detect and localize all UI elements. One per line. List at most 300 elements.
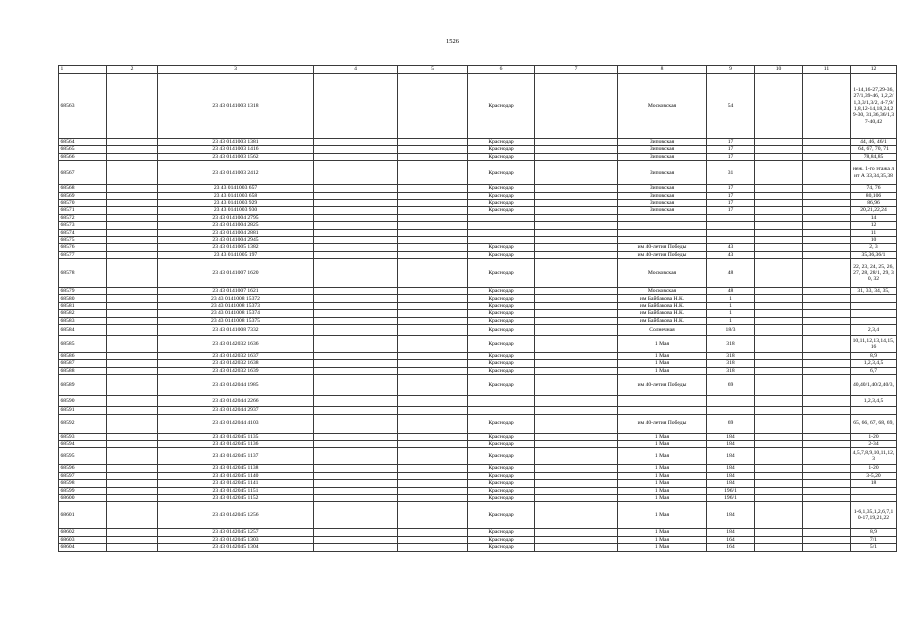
row-number: 68569: [59, 192, 107, 199]
street-cell: им 40-летия Победы: [618, 244, 707, 251]
cadastral-number: 23 43 0142044 2937: [158, 407, 314, 414]
street-cell: 1 Мая: [618, 487, 707, 494]
empty-cell: [755, 375, 803, 396]
empty-cell: [535, 139, 618, 146]
empty-cell: [803, 259, 851, 288]
empty-cell: [314, 302, 398, 309]
empty-cell: [535, 185, 618, 192]
empty-cell: [535, 302, 618, 309]
column-header: 4: [314, 66, 398, 74]
registry-table: [58, 65, 897, 552]
empty-cell: [398, 222, 468, 229]
empty-cell: [314, 229, 398, 236]
cadastral-number: 23 43 0142032 1639: [158, 367, 314, 374]
city-cell: Краснодар: [468, 529, 535, 536]
row-number: 68591: [59, 407, 107, 414]
empty-cell: [803, 185, 851, 192]
empty-cell: [755, 251, 803, 258]
house-cell: 69: [707, 375, 755, 396]
street-cell: [618, 222, 707, 229]
cadastral-number: 23 43 0142045 1151: [158, 487, 314, 494]
empty-cell: [398, 414, 468, 433]
city-cell: Краснодар: [468, 494, 535, 501]
rooms-cell: 1-20: [851, 465, 897, 472]
city-cell: Краснодар: [468, 302, 535, 309]
empty-cell: [803, 244, 851, 251]
house-cell: 17: [707, 192, 755, 199]
cadastral-number: 23 43 0142045 1303: [158, 536, 314, 543]
row-number: 68593: [59, 433, 107, 440]
empty-cell: [314, 139, 398, 146]
empty-cell: [803, 251, 851, 258]
cadastral-number: 23 43 0142045 1141: [158, 480, 314, 487]
house-cell: 318: [707, 353, 755, 360]
cadastral-number: 23 43 0141008 15373: [158, 302, 314, 309]
empty-cell: [803, 465, 851, 472]
city-cell: [468, 396, 535, 407]
empty-cell: [755, 367, 803, 374]
rooms-cell: 5/1: [851, 544, 897, 551]
house-cell: 31: [707, 161, 755, 185]
street-cell: Московская: [618, 74, 707, 139]
row-number: 68563: [59, 74, 107, 139]
empty-cell: [535, 199, 618, 206]
table-row: [59, 310, 897, 317]
street-cell: Московская: [618, 259, 707, 288]
empty-cell: [314, 207, 398, 214]
empty-cell: [107, 465, 158, 472]
empty-cell: [314, 192, 398, 199]
empty-cell: [314, 236, 398, 243]
empty-cell: [314, 448, 398, 465]
empty-cell: [755, 295, 803, 302]
empty-cell: [107, 480, 158, 487]
table-row: [59, 74, 897, 139]
empty-cell: [755, 414, 803, 433]
empty-cell: [398, 214, 468, 221]
rooms-cell: [851, 494, 897, 501]
empty-cell: [107, 407, 158, 414]
house-cell: 43: [707, 251, 755, 258]
table-row: [59, 302, 897, 309]
cadastral-number: 23 43 0141003 1318: [158, 74, 314, 139]
cadastral-number: 23 43 0141005 1382: [158, 244, 314, 251]
empty-cell: [398, 487, 468, 494]
table-row: [59, 367, 897, 374]
house-cell: 69: [707, 414, 755, 433]
rooms-cell: 10,11,12,13,14,15, 16: [851, 336, 897, 353]
rooms-cell: 3-5,20: [851, 472, 897, 479]
street-cell: Зиповская: [618, 153, 707, 160]
empty-cell: [755, 146, 803, 153]
street-cell: им Байбакова Н.К.: [618, 317, 707, 324]
street-cell: им Байбакова Н.К.: [618, 302, 707, 309]
empty-cell: [803, 433, 851, 440]
row-number: 68587: [59, 360, 107, 367]
row-number: 68570: [59, 199, 107, 206]
empty-cell: [398, 536, 468, 543]
rooms-cell: 64, 67, 70, 71: [851, 146, 897, 153]
cadastral-number: 23 43 0142044 4103: [158, 414, 314, 433]
row-number: 68586: [59, 353, 107, 360]
city-cell: Краснодар: [468, 295, 535, 302]
street-cell: 1 Мая: [618, 440, 707, 447]
table-row: [59, 494, 897, 501]
empty-cell: [755, 74, 803, 139]
cadastral-number: 23 43 0142032 1636: [158, 336, 314, 353]
house-cell: 196/1: [707, 494, 755, 501]
empty-cell: [535, 480, 618, 487]
empty-cell: [398, 529, 468, 536]
empty-cell: [314, 529, 398, 536]
rooms-cell: 1,2,3,4,5: [851, 360, 897, 367]
rooms-cell: 1-6,1,35,1,2,6,7,10-17,19,21,22: [851, 502, 897, 529]
empty-cell: [755, 407, 803, 414]
empty-cell: [314, 251, 398, 258]
table-row: [59, 288, 897, 295]
rooms-cell: [851, 407, 897, 414]
city-cell: [468, 407, 535, 414]
city-cell: Краснодар: [468, 472, 535, 479]
table-row: [59, 236, 897, 243]
table-row: [59, 414, 897, 433]
empty-cell: [535, 353, 618, 360]
empty-cell: [755, 536, 803, 543]
table-row: [59, 529, 897, 536]
house-cell: 184: [707, 448, 755, 465]
empty-cell: [314, 407, 398, 414]
table-row: [59, 153, 897, 160]
empty-cell: [398, 336, 468, 353]
city-cell: [468, 236, 535, 243]
cadastral-number: 23 43 0141003 657: [158, 185, 314, 192]
row-number: 68583: [59, 317, 107, 324]
rooms-cell: 86,96: [851, 199, 897, 206]
row-number: 68584: [59, 325, 107, 336]
empty-cell: [398, 310, 468, 317]
house-cell: 184: [707, 465, 755, 472]
city-cell: Краснодар: [468, 544, 535, 551]
empty-cell: [755, 544, 803, 551]
column-header: 1: [59, 66, 107, 74]
house-cell: 17: [707, 153, 755, 160]
table-row: [59, 544, 897, 551]
empty-cell: [314, 153, 398, 160]
empty-cell: [398, 302, 468, 309]
empty-cell: [535, 74, 618, 139]
rooms-cell: 35,36,36/1: [851, 251, 897, 258]
empty-cell: [803, 448, 851, 465]
rooms-cell: 31, 33, 34, 35,: [851, 288, 897, 295]
empty-cell: [803, 472, 851, 479]
rooms-cell: 18: [851, 480, 897, 487]
empty-cell: [535, 236, 618, 243]
table-row: [59, 295, 897, 302]
empty-cell: [803, 353, 851, 360]
table-row: [59, 192, 897, 199]
empty-cell: [535, 465, 618, 472]
empty-cell: [398, 288, 468, 295]
city-cell: Краснодар: [468, 317, 535, 324]
empty-cell: [803, 536, 851, 543]
column-header: 11: [803, 66, 851, 74]
empty-cell: [398, 259, 468, 288]
city-cell: Краснодар: [468, 259, 535, 288]
empty-cell: [803, 161, 851, 185]
row-number: 68573: [59, 222, 107, 229]
empty-cell: [755, 433, 803, 440]
row-number: 68604: [59, 544, 107, 551]
empty-cell: [755, 244, 803, 251]
empty-cell: [803, 139, 851, 146]
empty-cell: [803, 317, 851, 324]
table-row: [59, 139, 897, 146]
empty-cell: [803, 310, 851, 317]
rooms-cell: [851, 295, 897, 302]
rooms-cell: 40,40/1,40/2,40/3,: [851, 375, 897, 396]
empty-cell: [314, 161, 398, 185]
cadastral-number: 23 43 0141004 2945: [158, 236, 314, 243]
empty-cell: [314, 336, 398, 353]
empty-cell: [755, 185, 803, 192]
row-number: 68578: [59, 259, 107, 288]
cadastral-number: 23 43 0142032 1638: [158, 360, 314, 367]
empty-cell: [107, 229, 158, 236]
cadastral-number: 23 43 0142045 1136: [158, 440, 314, 447]
house-cell: 1: [707, 317, 755, 324]
empty-cell: [398, 192, 468, 199]
empty-cell: [803, 407, 851, 414]
empty-cell: [107, 448, 158, 465]
rooms-cell: [851, 487, 897, 494]
empty-cell: [398, 502, 468, 529]
empty-cell: [755, 288, 803, 295]
empty-cell: [398, 465, 468, 472]
empty-cell: [755, 529, 803, 536]
street-cell: [618, 396, 707, 407]
street-cell: [618, 236, 707, 243]
city-cell: Краснодар: [468, 192, 535, 199]
empty-cell: [755, 214, 803, 221]
empty-cell: [398, 480, 468, 487]
empty-cell: [535, 295, 618, 302]
rooms-cell: 1-14,16-27,29-36,27/1,39-46, 1,2,2/1,3,3/1,3/2, 4-7,9/1,8,12-14,18,24,29-30, 31,36,36/1,37-40,42: [851, 74, 897, 139]
house-cell: 184: [707, 480, 755, 487]
table-row: [59, 472, 897, 479]
empty-cell: [398, 472, 468, 479]
row-number: 68566: [59, 153, 107, 160]
empty-cell: [803, 153, 851, 160]
row-number: 68597: [59, 472, 107, 479]
table-row: [59, 222, 897, 229]
city-cell: Краснодар: [468, 74, 535, 139]
table-row: [59, 336, 897, 353]
table-row: [59, 448, 897, 465]
house-cell: [707, 236, 755, 243]
street-cell: 1 Мая: [618, 480, 707, 487]
row-number: 68588: [59, 367, 107, 374]
empty-cell: [398, 367, 468, 374]
empty-cell: [755, 502, 803, 529]
house-cell: 1: [707, 302, 755, 309]
empty-cell: [107, 472, 158, 479]
rooms-cell: 1,2,3,4,5: [851, 396, 897, 407]
house-cell: 17: [707, 207, 755, 214]
empty-cell: [314, 325, 398, 336]
empty-cell: [314, 185, 398, 192]
rooms-cell: 44, 46, 46/1: [851, 139, 897, 146]
house-cell: 184: [707, 502, 755, 529]
empty-cell: [314, 222, 398, 229]
empty-cell: [398, 375, 468, 396]
empty-cell: [314, 259, 398, 288]
city-cell: Краснодар: [468, 433, 535, 440]
house-cell: 43: [707, 244, 755, 251]
house-cell: 17: [707, 199, 755, 206]
empty-cell: [314, 494, 398, 501]
house-cell: [707, 396, 755, 407]
city-cell: Краснодар: [468, 325, 535, 336]
empty-cell: [398, 448, 468, 465]
city-cell: Краснодар: [468, 251, 535, 258]
empty-cell: [107, 207, 158, 214]
street-cell: 1 Мая: [618, 536, 707, 543]
rooms-cell: неж. 1-го этажа лит А 33,34,35,38: [851, 161, 897, 185]
empty-cell: [803, 544, 851, 551]
empty-cell: [314, 199, 398, 206]
empty-cell: [107, 214, 158, 221]
street-cell: Зиповская: [618, 139, 707, 146]
cadastral-number: 23 43 0142045 1137: [158, 448, 314, 465]
empty-cell: [107, 353, 158, 360]
table-row: [59, 207, 897, 214]
city-cell: Краснодар: [468, 414, 535, 433]
street-cell: Зиповская: [618, 161, 707, 185]
cadastral-number: 23 43 0141003 930: [158, 207, 314, 214]
cadastral-number: 23 43 0142045 1304: [158, 544, 314, 551]
rooms-cell: 8,9: [851, 529, 897, 536]
city-cell: Краснодар: [468, 502, 535, 529]
empty-cell: [107, 146, 158, 153]
empty-cell: [755, 353, 803, 360]
cadastral-number: 23 43 0141008 15372: [158, 295, 314, 302]
empty-cell: [755, 448, 803, 465]
city-cell: Краснодар: [468, 161, 535, 185]
street-cell: им Байбакова Н.К.: [618, 310, 707, 317]
empty-cell: [755, 139, 803, 146]
house-cell: 17: [707, 146, 755, 153]
city-cell: Краснодар: [468, 207, 535, 214]
rooms-cell: 78,84,85: [851, 153, 897, 160]
cadastral-number: 23 43 0141007 1621: [158, 288, 314, 295]
house-cell: 318: [707, 336, 755, 353]
house-cell: 48: [707, 288, 755, 295]
empty-cell: [535, 472, 618, 479]
empty-cell: [398, 244, 468, 251]
empty-cell: [398, 325, 468, 336]
cadastral-number: 23 43 0141004 2795: [158, 214, 314, 221]
cadastral-number: 23 43 0142032 1637: [158, 353, 314, 360]
empty-cell: [755, 310, 803, 317]
street-cell: Зиповская: [618, 199, 707, 206]
empty-cell: [314, 544, 398, 551]
empty-cell: [535, 325, 618, 336]
empty-cell: [314, 360, 398, 367]
empty-cell: [803, 146, 851, 153]
street-cell: 1 Мая: [618, 544, 707, 551]
rooms-cell: 4,5,7,8,9,10,11,12, 3: [851, 448, 897, 465]
row-number: 68581: [59, 302, 107, 309]
street-cell: 1 Мая: [618, 433, 707, 440]
column-header: 7: [535, 66, 618, 74]
empty-cell: [755, 472, 803, 479]
empty-cell: [314, 414, 398, 433]
empty-cell: [535, 407, 618, 414]
table-row: [59, 433, 897, 440]
empty-cell: [535, 396, 618, 407]
house-cell: [707, 229, 755, 236]
house-cell: 184: [707, 440, 755, 447]
row-number: 68600: [59, 494, 107, 501]
city-cell: Краснодар: [468, 288, 535, 295]
empty-cell: [755, 192, 803, 199]
city-cell: Краснодар: [468, 367, 535, 374]
empty-cell: [755, 229, 803, 236]
row-number: 68602: [59, 529, 107, 536]
row-number: 68577: [59, 251, 107, 258]
empty-cell: [398, 74, 468, 139]
empty-cell: [755, 199, 803, 206]
cadastral-number: 23 43 0141003 929: [158, 199, 314, 206]
empty-cell: [107, 433, 158, 440]
empty-cell: [398, 494, 468, 501]
empty-cell: [314, 367, 398, 374]
empty-cell: [314, 214, 398, 221]
empty-cell: [755, 396, 803, 407]
street-cell: 1 Мая: [618, 465, 707, 472]
rooms-cell: [851, 317, 897, 324]
cadastral-number: 23 43 0142045 1257: [158, 529, 314, 536]
empty-cell: [755, 153, 803, 160]
table-row: [59, 251, 897, 258]
empty-cell: [107, 236, 158, 243]
table-row: [59, 487, 897, 494]
empty-cell: [107, 544, 158, 551]
rooms-cell: 2,3,4: [851, 325, 897, 336]
empty-cell: [398, 396, 468, 407]
empty-cell: [398, 229, 468, 236]
column-header: 12: [851, 66, 897, 74]
house-cell: 18/3: [707, 325, 755, 336]
rooms-cell: 7/1: [851, 536, 897, 543]
empty-cell: [803, 325, 851, 336]
row-number: 68590: [59, 396, 107, 407]
street-cell: 1 Мая: [618, 367, 707, 374]
empty-cell: [314, 480, 398, 487]
table-row: [59, 440, 897, 447]
city-cell: Краснодар: [468, 440, 535, 447]
table-row: [59, 502, 897, 529]
empty-cell: [803, 529, 851, 536]
empty-cell: [535, 529, 618, 536]
empty-cell: [107, 494, 158, 501]
table-row: [59, 229, 897, 236]
empty-cell: [535, 192, 618, 199]
empty-cell: [755, 480, 803, 487]
city-cell: Краснодар: [468, 465, 535, 472]
empty-cell: [755, 325, 803, 336]
row-number: 68603: [59, 536, 107, 543]
